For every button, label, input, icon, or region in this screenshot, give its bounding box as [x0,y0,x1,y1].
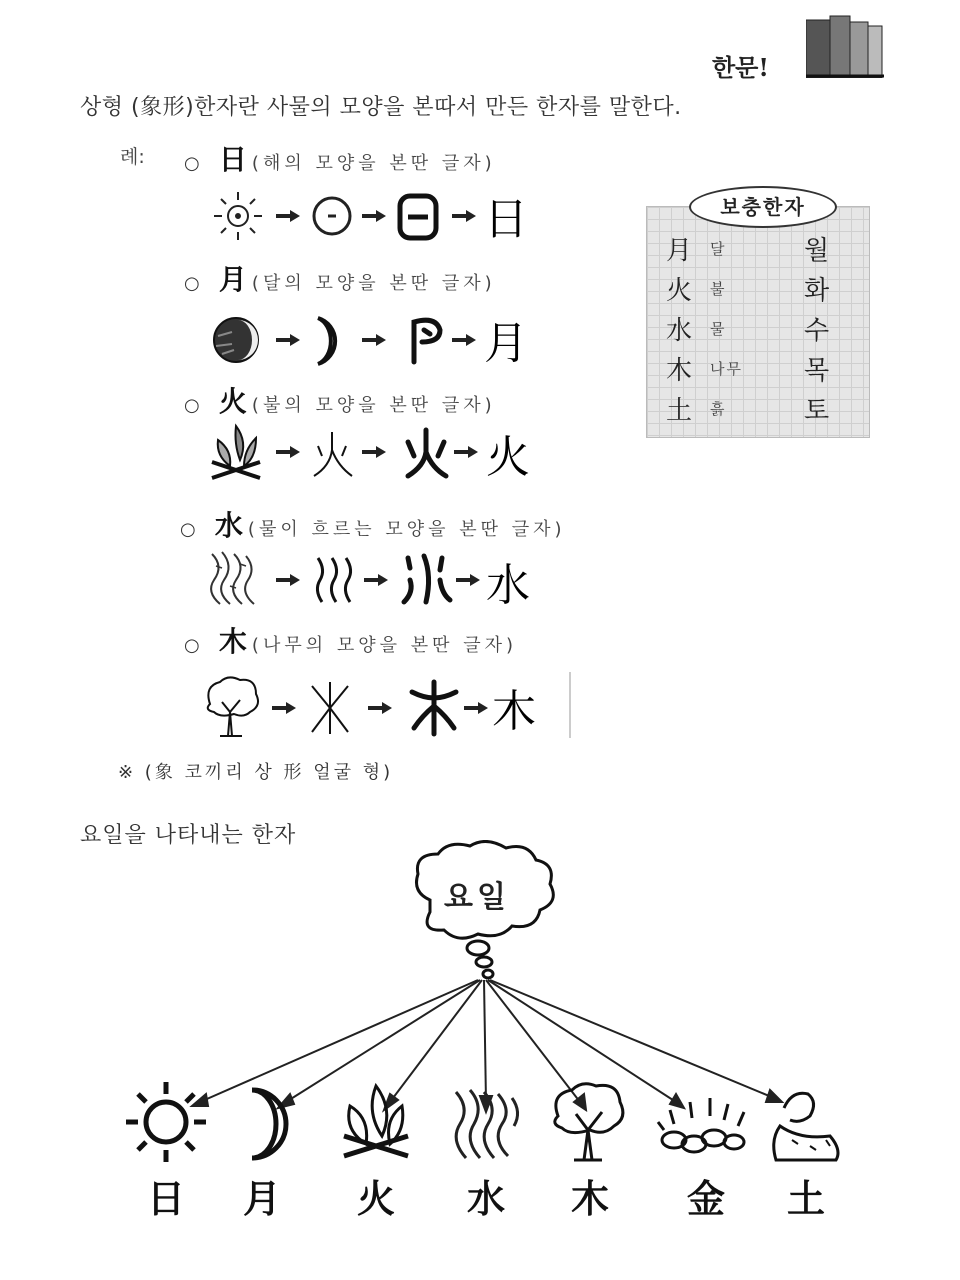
bullet: ○ [184,273,200,294]
example-final-char: 水 [486,560,530,611]
supplement-meaning: 물 [710,320,727,338]
supplement-row [666,310,846,346]
arrow-icon [362,210,386,222]
weekday-arrows [192,980,782,1112]
arrow-icon [368,702,392,714]
sun-icon [126,1082,206,1162]
example-sun-sequence [204,186,594,250]
gold-icon [658,1098,744,1152]
arrow-icon [464,702,488,714]
supplement-sound: 월 [804,236,830,266]
water-lines-icon [317,558,350,602]
arrow-icon [276,446,300,458]
arrow-icon [454,446,478,458]
example-moon-heading [184,258,496,298]
example-hanja: 水 [214,509,243,542]
supplement-row [666,270,846,306]
example-desc: (물이 흐르는 모양을 본딴 글자) [247,519,566,540]
earth-icon [774,1093,838,1160]
supplement-meaning: 흙 [710,400,727,418]
arrow-icon [276,210,300,222]
weekday-char-sun: 日 [146,1176,185,1221]
tree-icon [555,1084,623,1160]
bullet: ○ [184,395,200,416]
supplement-hanja: 土 [666,396,693,426]
bullet: ○ [184,635,200,656]
arrow-icon [362,334,386,346]
example-hanja: 火 [218,385,247,418]
intro-text: 상형 (象形)한자란 사물의 모양을 본따서 만든 한자를 말한다. [80,95,682,120]
weekday-char-moon: 月 [242,1176,281,1221]
example-water-sequence [204,546,594,612]
bullet: ○ [180,519,196,540]
supplement-hanja: 木 [666,356,693,386]
water-dashes-icon [404,556,450,602]
bullet: ○ [184,153,200,174]
circle-dot-icon [314,198,350,234]
supplement-sound: 토 [804,396,830,426]
moon-glyph-icon [414,320,440,362]
supplement-sound: 수 [804,316,830,346]
example-desc: (나무의 모양을 본딴 글자) [251,635,518,656]
arrow-icon [452,334,476,346]
cloud-label: 요일 [444,880,510,915]
supplement-meaning: 달 [710,240,727,258]
sun-drawing-icon [214,192,262,240]
arrow-icon [456,574,480,586]
arrow-icon [272,702,296,714]
arrow-icon [276,334,300,346]
supplement-hanja: 火 [666,276,693,306]
supplement-row [666,350,846,386]
example-hanja: 月 [218,263,247,296]
example-fire-sequence [204,420,594,486]
supplement-row [666,230,846,266]
fire-icon [344,1086,408,1156]
weekday-char-earth: 土 [786,1176,825,1221]
example-water-heading [180,504,566,544]
weekday-char-gold: 金 [686,1176,725,1221]
section-title: 요일을 나타내는 한자 [80,823,297,848]
example-hanja: 日 [218,143,247,176]
moon-drawing-icon [214,318,258,362]
supplement-row [666,390,846,426]
fire-strokes-bold-icon [408,430,446,476]
example-desc: (달의 모양을 본딴 글자) [251,273,496,294]
example-tree-heading [184,620,517,660]
crescent-icon [318,318,335,364]
arrow-icon [362,446,386,458]
example-desc: (불의 모양을 본딴 글자) [251,395,496,416]
supplement-sound: 목 [804,356,830,386]
example-fire-heading [184,380,496,420]
weekday-char-water: 水 [466,1176,505,1221]
tree-drawing-icon [208,677,258,736]
supplement-meaning: 나무 [710,360,743,378]
supplement-meaning: 불 [710,280,727,298]
example-final-char: 日 [484,194,528,245]
example-sun-heading [184,138,496,178]
supplement-hanja: 月 [666,236,693,266]
supplement-title: 보충한자 [689,186,837,228]
supplement-sound: 화 [804,276,830,306]
brand-title: 한문! [712,53,769,82]
supplement-hanja: 水 [666,316,693,346]
example-label: 례: [120,146,145,168]
weekday-char-tree: 木 [570,1176,609,1221]
note-text: ※ (象 코끼리 상 形 얼굴 형) [118,762,394,783]
water-drawing-icon [211,552,254,604]
example-hanja: 木 [218,625,247,658]
example-desc: (해의 모양을 본딴 글자) [251,153,496,174]
moon-icon [252,1090,286,1158]
example-tree-sequence [200,672,580,742]
example-final-char: 月 [484,318,528,369]
example-final-char: 木 [492,686,536,737]
arrow-icon [452,210,476,222]
tree-strokes-icon [312,682,348,734]
example-final-char: 火 [486,432,530,483]
tree-strokes-bold-icon [412,682,456,734]
example-moon-sequence [204,308,594,372]
weekday-char-fire: 火 [356,1176,395,1221]
arrow-icon [276,574,300,586]
fire-strokes-icon [314,432,352,476]
arrow-icon [364,574,388,586]
fire-drawing-icon [212,426,260,478]
books-icon [806,14,884,78]
square-line-icon [400,196,436,238]
